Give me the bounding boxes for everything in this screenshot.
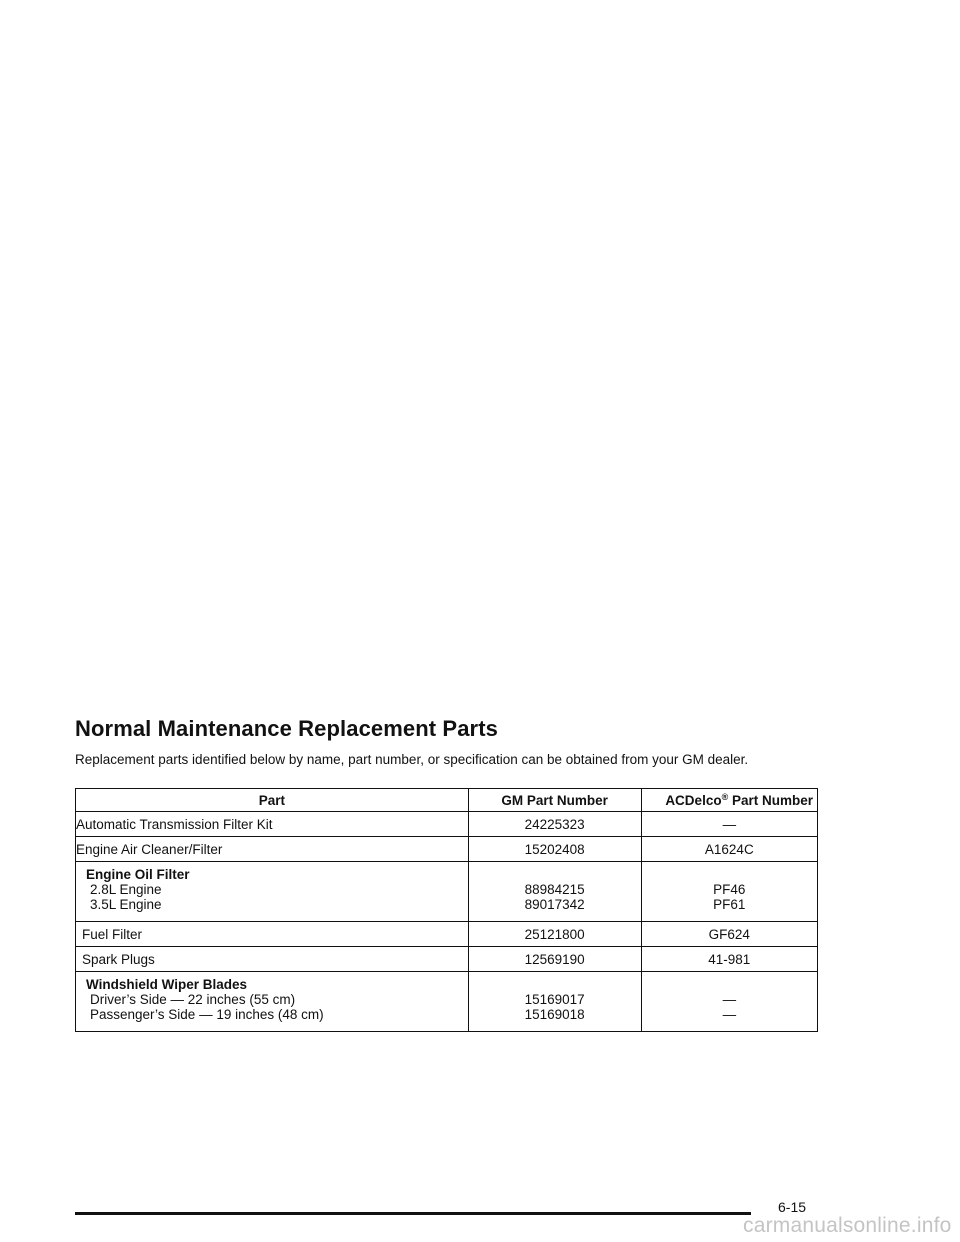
acdelco-part-number: — bbox=[722, 1007, 737, 1022]
gm-part-number: 15202408 bbox=[468, 837, 641, 862]
sub-part-name: Passenger’s Side — 19 inches (48 cm) bbox=[90, 1007, 324, 1022]
registered-mark: ® bbox=[721, 791, 729, 802]
gm-part-number: 15169017 bbox=[524, 992, 585, 1007]
acdelco-part-number: — bbox=[722, 992, 737, 1007]
header-gm-part-number: GM Part Number bbox=[468, 789, 641, 812]
gm-part-number: 12569190 bbox=[468, 947, 641, 972]
gm-part-numbers bbox=[468, 862, 641, 922]
page-number: 6-15 bbox=[778, 1199, 807, 1215]
part-name: Fuel Filter bbox=[76, 922, 469, 947]
gm-part-number: 25121800 bbox=[468, 922, 641, 947]
watermark: carmanualsonline.info bbox=[743, 1214, 952, 1237]
acdelco-part-number: PF61 bbox=[713, 897, 746, 912]
table-row bbox=[76, 947, 818, 972]
part-name: Spark Plugs bbox=[76, 947, 469, 972]
replacement-parts-table bbox=[75, 788, 818, 1032]
gm-part-number: 15169018 bbox=[524, 1007, 585, 1022]
gm-part-number: 88984215 bbox=[524, 882, 585, 897]
gm-part-number: 24225323 bbox=[468, 812, 641, 837]
intro-paragraph: Replacement parts identified below by name, part number, or specification can be obtained from your GM dealer. bbox=[75, 752, 749, 767]
sub-part-name: Driver’s Side — 22 inches (55 cm) bbox=[90, 992, 296, 1007]
maintenance-parts-section bbox=[75, 714, 820, 769]
group-heading: Engine Oil Filter bbox=[86, 867, 190, 882]
acdelco-part-numbers bbox=[641, 972, 817, 1032]
group-heading: Windshield Wiper Blades bbox=[86, 977, 248, 992]
table-row-group bbox=[76, 972, 818, 1032]
table-header-row bbox=[76, 789, 818, 812]
gm-part-number: 89017342 bbox=[524, 897, 585, 912]
part-name: Engine Air Cleaner/Filter bbox=[76, 837, 469, 862]
acdelco-part-number: PF46 bbox=[713, 882, 746, 897]
gm-part-numbers bbox=[468, 972, 641, 1032]
table-row bbox=[76, 922, 818, 947]
section-title: Normal Maintenance Replacement Parts bbox=[75, 716, 498, 741]
part-group bbox=[76, 862, 469, 922]
acdelco-part-number: A1624C bbox=[641, 837, 817, 862]
part-name: Automatic Transmission Filter Kit bbox=[76, 812, 469, 837]
acdelco-part-numbers bbox=[641, 862, 817, 922]
header-acdelco-suffix: Part Number bbox=[728, 792, 813, 808]
table-row-group bbox=[76, 862, 818, 922]
header-acdelco-part-number bbox=[641, 789, 817, 812]
acdelco-part-number: — bbox=[641, 812, 817, 837]
footer-rule bbox=[75, 1212, 751, 1215]
sub-part-name: 3.5L Engine bbox=[90, 897, 162, 912]
part-group bbox=[76, 972, 469, 1032]
sub-part-name: 2.8L Engine bbox=[90, 882, 162, 897]
header-part: Part bbox=[76, 789, 469, 812]
header-acdelco-brand: ACDelco bbox=[665, 792, 722, 808]
table-row bbox=[76, 837, 818, 862]
table-row bbox=[76, 812, 818, 837]
acdelco-part-number: GF624 bbox=[641, 922, 817, 947]
acdelco-part-number: 41-981 bbox=[641, 947, 817, 972]
